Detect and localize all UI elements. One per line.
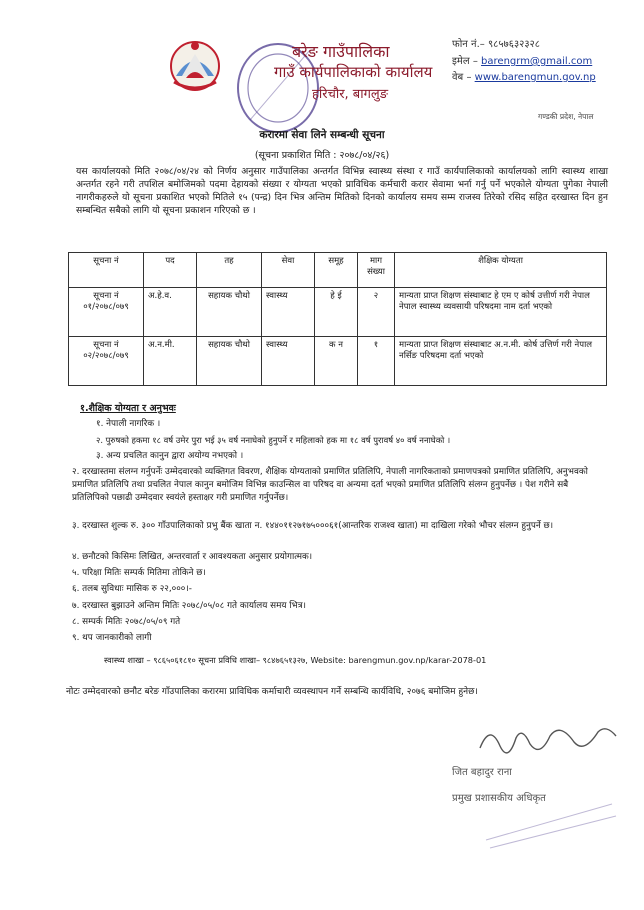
requirement-sub-item: ३. अन्य प्रचलित कानुन द्वारा अयोग्य नभएको । — [96, 451, 244, 461]
contact-line: स्वास्थ्य शाखा – ९८६५०६१८१० सूचना प्रविधि शाखा– ९८४७६५१३२७, Website: barengmun.gov.np/karar-2078-01 — [104, 655, 487, 665]
email-label: इमेल – — [452, 56, 478, 67]
requirement-item: ३. दरखास्त शुल्क रु. ३०० गाँउपालिकाको प्रभु बैंक खाता न. १४४०११२७१७५०००६१(आन्तरिक राजश्व खाता) मा दाखिला गरेको भौचर संलग्न हुनुपर्ने छ। — [72, 521, 554, 531]
requirement-item: ५. परिक्षा मितिः सम्पर्क मितिमा तोकिने छ। — [72, 568, 206, 578]
office-location: हरिचौर, बागलुङ — [312, 87, 388, 102]
table-cell: १ — [358, 337, 395, 386]
table-cell: सहायक चौथो — [197, 337, 262, 386]
table-cell: मान्यता प्राप्त शिक्षण संस्थाबाट अ.न.मी. कोर्ष उत्तिर्ण गरी नेपाल नर्सिङ परिषदमा दर्ता भएको — [395, 337, 607, 386]
office-name: गाउँ कार्यपालिकाको कार्यालय — [274, 63, 433, 81]
signatory-stamp — [480, 790, 620, 850]
requirement-item: ८. सम्पर्क मितिः २०७८/०५/०९ गते — [72, 617, 181, 627]
table-header: सेवा — [262, 253, 315, 288]
table-cell: मान्यता प्राप्त शिक्षण संस्थाबाट हे एम ए कोर्ष उत्तीर्ण गरी नेपाल नेपाल स्वास्थ्य व्यवसायी परिषदमा नाम दर्ता भएको — [395, 288, 607, 337]
signatory-post: प्रमुख प्रशासकीय अधिकृत — [452, 793, 546, 804]
table-row — [69, 337, 607, 386]
table-cell: स्वास्थ्य — [262, 337, 315, 386]
requirement-item: ६. तलब सुविधाः मासिक रु २२,०००।- — [72, 584, 192, 594]
table-header: माग संख्या — [358, 253, 395, 288]
table-cell: स्वास्थ्य — [262, 288, 315, 337]
requirement-item: ७. दरखास्त बुझाउने अन्तिम मितिः २०७८/०५/०८ गते कार्यालय समय भित्र। — [72, 601, 306, 611]
table-header: सूचना नं — [69, 253, 144, 288]
org-name: बरेङ गाउँपालिका — [292, 42, 390, 61]
notice-published-date: (सूचना प्रकाशित मिति : २०७८/०४/२६) — [254, 150, 390, 161]
table-header: समूह — [315, 253, 358, 288]
requirement-item: २. दरखास्तमा संलग्न गर्नुपर्नेः उम्मेदवारको व्यक्तिगत विवरण, शैक्षिक योग्यताको प्रमाणित प्रतिलिपि, नेपाली नागरिकताको प्रमाणपत्रको प्रमाणित प्रतिलिपि, अनुभवको प्रमाणित प्रतिलिपि तथा प्रचलित नेपाल कानुन बमोजिम विभिन्न काउन्सिल वा परिषद वा अन्यमा दर्ता भएको प्रमाणित प्रतिलिपि संलग्न हुनुपर्नेछ । पेश गरीने सबै प्रतिलिपिको पछाढी उम्मेदवार स्वयंले हस्ताक्षर गरी प्रमाणित गर्नुपर्नेछ। — [72, 467, 588, 503]
signature-image — [470, 718, 620, 768]
table-cell: सूचना नं ०१/२०७८/०७९ — [69, 288, 144, 337]
requirement-item: ९. थप जानकारीको लागी — [72, 633, 152, 643]
table-cell: हे ई — [315, 288, 358, 337]
table-cell: सहायक चौथो — [197, 288, 262, 337]
table-header-row — [69, 253, 607, 288]
notice-body: यस कार्यालयको मिति २०७८/०४/२४ को निर्णय अनुसार गाउँपालिका अन्तर्गत विभिन्न स्वास्थ्य संस्था र गाउँ कार्यपालिकाको कार्यालयको लागि स्वास्थ्य शाखा अन्तर्गत रहने गरी तपशिल बमोजिमको पदमा देहायको संख्या र योग्यता भएको प्राविधिक कर्मचारी करार सेवामा भर्ना गर्नु पर्ने भएकोले योग्यता पुगेका नेपाली नागरीकहरुले यो सूचना प्रकाशित भएको मितिले १५ (पन्द्र) दिन भित्र अन्तिम मितिको दिनको कार्यालय समय सम्म राजस्व तिरेको रसिद सहित दरखास्त दिन हुन सम्बन्धित सबैको लागि यो सूचना प्रकाशन गरिएको छ । — [76, 166, 608, 216]
email-link[interactable]: barengrm@gmail.com — [481, 56, 593, 67]
requirement-sub-item: १. नेपाली नागरिक । — [96, 419, 161, 429]
notice-title: करारमा सेवा लिने सम्बन्धी सूचना — [259, 129, 385, 141]
table-cell: क न — [315, 337, 358, 386]
web-line — [452, 69, 596, 83]
table-header: तह — [197, 253, 262, 288]
nepal-emblem-logo — [166, 36, 224, 92]
province-label: गण्डकी प्रदेश, नेपाल — [538, 112, 594, 121]
vacancy-table — [68, 252, 607, 386]
table-header: पद — [144, 253, 197, 288]
email-line — [452, 53, 592, 67]
table-cell: अ.न.मी. — [144, 337, 197, 386]
web-label: वेब – — [452, 72, 472, 83]
signatory-name: जित बहादुर राना — [452, 767, 512, 778]
table-header: शैक्षिक योग्यता — [395, 253, 607, 288]
phone-line — [452, 36, 540, 50]
phone-number: ९८५७६३२३२८ — [487, 39, 540, 50]
requirements-heading: १.शैक्षिक योग्यता र अनुभवः — [80, 403, 176, 414]
requirement-sub-item: २. पुरुषको हकमा १८ वर्ष उमेर पुरा भई ३५ वर्ष ननाघेको हुनुपर्ने र महिलाको हक मा १८ वर्ष पुरावर्ष ४० वर्ष ननाघेको । — [96, 435, 451, 445]
requirement-item: ४. छनौटको किसिमः लिखित, अन्तरवार्ता र आवश्यकता अनुसार प्रयोगात्मक। — [72, 552, 313, 562]
table-cell: सूचना नं ०२/२०७८/०७९ — [69, 337, 144, 386]
phone-label: फोन नं.– — [452, 39, 485, 50]
web-link[interactable]: www.barengmun.gov.np — [474, 72, 596, 83]
selection-note: नोटः उम्मेदवारको छनौट बरेङ गाँउपालिका करारमा प्राविधिक कर्माचारी व्यवस्थापन गर्ने सम्बन्धि कार्यविधि, २०७६ बमोजिम हुनेछ। — [66, 687, 478, 697]
table-cell: अ.हे.व. — [144, 288, 197, 337]
table-cell: २ — [358, 288, 395, 337]
table-row — [69, 288, 607, 337]
